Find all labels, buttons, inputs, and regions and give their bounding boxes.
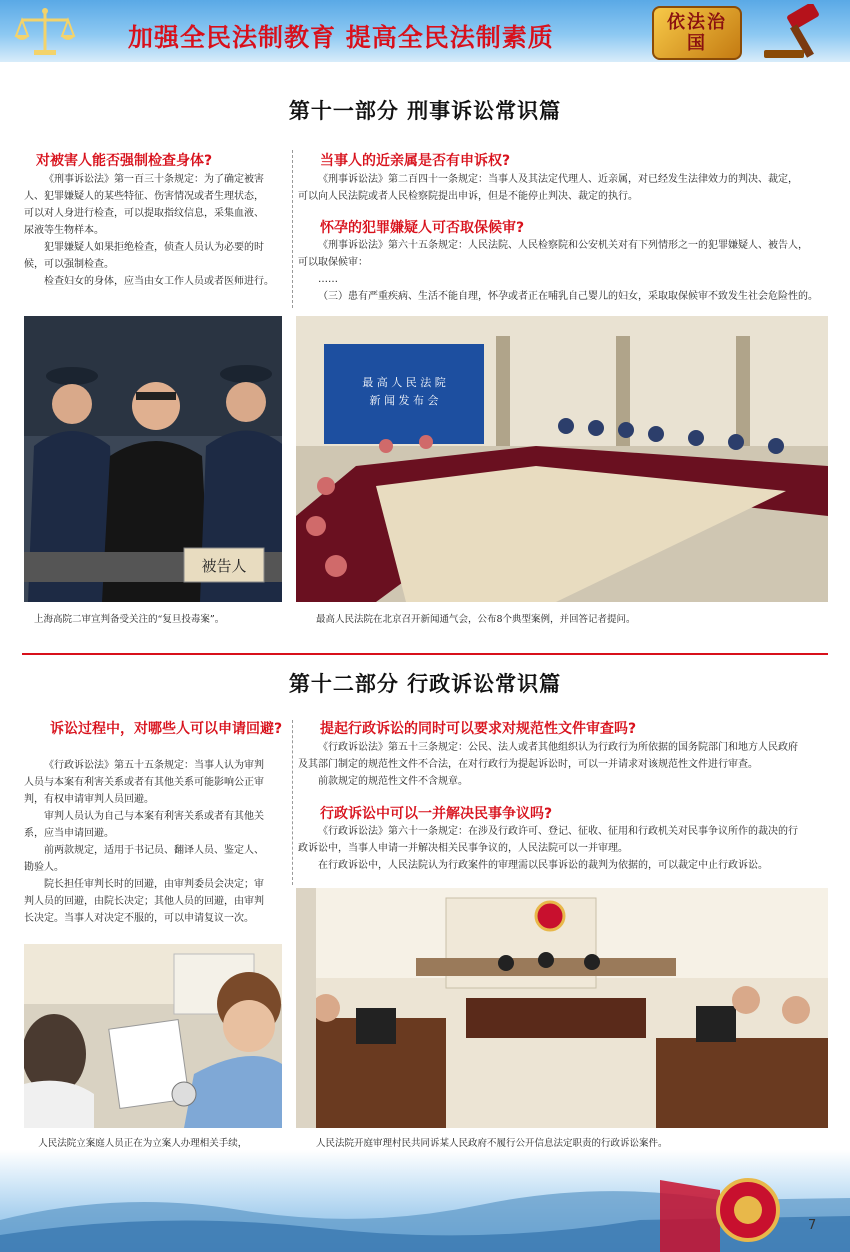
para-line: 可以对人身进行检查，可以提取指纹信息，采集血液、 [24,208,264,219]
para-line: 《行政诉讼法》第六十一条规定：在涉及行政许可、登记、征收、征用和行政机关对民事争议所作的裁决的行 [318,826,798,837]
para-line: 犯罪嫌疑人如果拒绝检查，侦查人员认为必要的时 [44,242,264,253]
para-line: 《刑事诉讼法》第六十五条规定：人民法院、人民检察院和公安机关对有下列情形之一的犯罪嫌疑人、被告人， [318,240,808,251]
banner-slogan: 加强全民法制教育 提高全民法制素质 [128,23,554,52]
part11-q1-body [24,171,286,290]
photo-defendant-illustration [24,316,282,602]
photo-filing-service [24,944,282,1128]
para-line: 可以向人民法院或者人民检察院提出申诉，但是不能停止判决、裁定的执行。 [298,191,638,202]
para-line: …… [318,274,338,285]
part11-q2-heading: 当事人的近亲属是否有申诉权? [320,153,511,169]
caption-line: 人民法院立案庭人员正在为立案人办理相关手续， [38,1138,248,1149]
para-line: 系，应当申请回避。 [24,828,114,839]
scales-of-justice-icon [14,6,76,58]
column-divider [292,150,293,308]
para-line: 检查妇女的身体，应当由女工作人员或者医师进行。 [44,276,274,287]
para-line: 候，可以强制检查。 [24,259,114,270]
para-line: 人员与本案有利害关系或者有其他关系可能影响公正审 [24,777,264,788]
para-line: 《行政诉讼法》第五十三条规定：公民、法人或者其他组织认为行政行为所依据的国务院部门和地方人民政府 [318,742,798,753]
para-line: 政诉讼中，当事人申请一并解决相关民事争议的，人民法院可以一并审理。 [298,843,628,854]
photo-filing-illustration [24,944,282,1128]
backdrop-line: 最 高 人 民 法 院 [362,376,446,389]
footer-great-wall-band [0,1150,850,1252]
para-line: 《刑事诉讼法》第二百四十一条规定：当事人及其法定代理人、近亲属，对已经发生法律效力的判决、裁定， [318,174,798,185]
header-banner [0,0,850,62]
part12-title: 第十二部分 行政诉讼常识篇 [288,671,562,696]
part12-q2-heading: 提起行政诉讼的同时可以要求对规范性文件审查吗? [320,721,637,737]
part11-q1-heading: 对被害人能否强制检查身体? [36,153,213,169]
para-line: 及其部门制定的规范性文件不合法，在对行政行为提起诉讼时，可以一并请求对该规范性文件进行审查。 [298,759,758,770]
photo-press-illustration [296,316,828,602]
photo-courtroom-illustration [296,888,828,1128]
para-line: 可以取保候审： [298,257,368,268]
seal-text: 依法治国 [667,12,727,54]
photo-administrative-trial [296,888,828,1128]
para-line: 判人员的回避，由院长决定；其他人员的回避，由审判 [24,896,264,907]
column-divider [292,720,293,885]
part11-q3-heading: 怀孕的犯罪嫌疑人可否取保候审? [320,220,525,236]
para-line: 审判人员认为自己与本案有利害关系或者有其他关 [44,811,264,822]
part12-q2-body [298,739,833,790]
para-line: 《行政诉讼法》第五十五条规定：当事人认为审判 [44,760,264,771]
photo4-caption: 人民法院开庭审理村民共同诉某人民政府不履行公开信息法定职责的行政诉讼案件。 [316,1138,668,1149]
para-line: 院长担任审判长时的回避，由审判委员会决定；审 [44,879,264,890]
photo-defendant-in-court [24,316,282,602]
para-line: （三）患有严重疾病、生活不能自理，怀孕或者正在哺乳自己婴儿的妇女，采取取保候审不致发生社会危险性的。 [318,291,818,302]
para-line: 前款规定的规范性文件不含规章。 [318,776,468,787]
part11-title: 第十一部分 刑事诉讼常识篇 [288,98,562,123]
page-number: 7 [808,1218,817,1233]
defendant-sign: 被告人 [201,557,247,575]
para-line: 勘验人。 [24,862,64,873]
para-line: 在行政诉讼中，人民法院认为行政案件的审理需以民事诉讼的裁判为依据的，可以裁定中止行政诉讼。 [318,860,768,871]
photo-press-conference [296,316,828,602]
part12-q3-body [298,823,833,874]
gavel-icon [760,4,840,60]
part11-q2-body [298,171,833,205]
para-line: 长决定。当事人对决定不服的，可以申请复议一次。 [24,913,254,924]
backdrop-line: 新 闻 发 布 会 [369,394,439,407]
section-divider [22,653,828,655]
para-line: 尿液等生物样本。 [24,225,104,236]
para-line: 人、犯罪嫌疑人的某些特征、伤害情况或者生理状态， [24,191,264,202]
great-wall-illustration [0,1150,850,1252]
part12-q3-heading: 行政诉讼中可以一并解决民事争议吗? [320,806,553,822]
para-line: 《刑事诉讼法》第一百三十条规定：为了确定被害 [44,174,264,185]
part12-q1-heading: 诉讼过程中，对哪些人可以申请回避? [50,721,283,737]
part12-q1-body [24,757,286,927]
para-line: 前两款规定，适用于书记员、翻译人员、鉴定人、 [44,845,264,856]
rule-of-law-seal [652,6,742,60]
photo1-caption: 上海高院二审宣判备受关注的“复旦投毒案”。 [34,614,225,625]
para-line: 判，有权申请审判人员回避。 [24,794,154,805]
photo2-caption: 最高人民法院在北京召开新闻通气会，公布8个典型案例，并回答记者提问。 [316,614,636,625]
part11-q3-body [298,237,833,305]
